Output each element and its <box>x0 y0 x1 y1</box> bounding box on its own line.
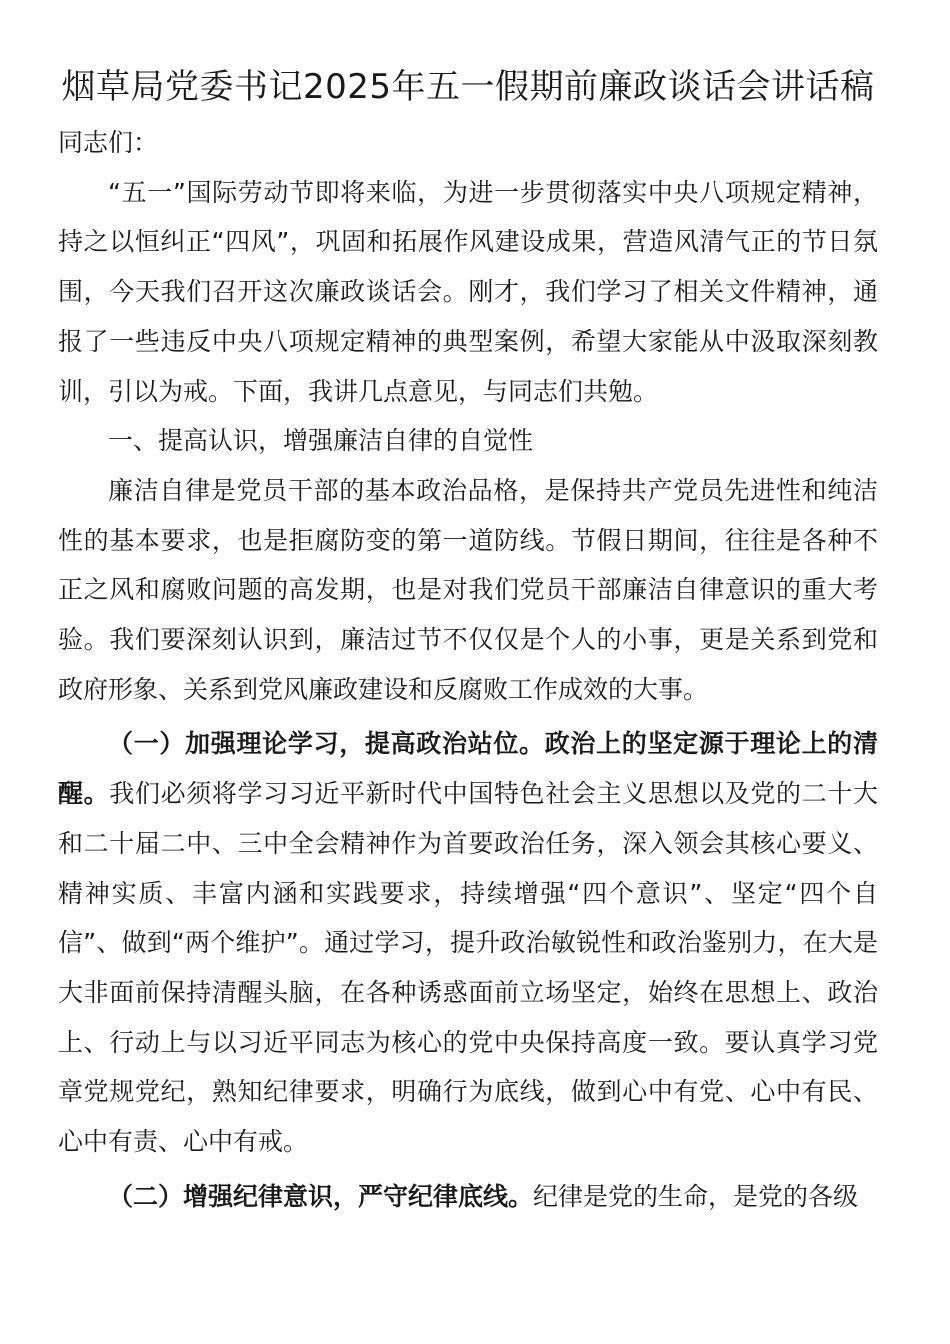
subsection-2-body: 纪律是党的生命，是党的各级 <box>533 1181 859 1211</box>
subsection-2-paragraph <box>58 1172 878 1222</box>
salutation: 同志们： <box>58 128 159 157</box>
section-1-paragraph: 廉洁自律是党员干部的基本政治品格，是保持共产党员先进性和纯洁性的基本要求，也是拒腐防变的第一道防线。节假日期间，往往是各种不正之风和腐败问题的高发期，也是对我们党员干部廉洁自律意识的重大考验。我们要深刻认识到，廉洁过节不仅仅是个人的小事，更是关系到党和政府形象、关系到党风廉政建设和反腐败工作成效的大事。 <box>58 475 878 704</box>
subsection-1-lead: （一）加强理论学习，提高政治站位。政治上的坚定源于理论上的清醒。 <box>58 729 878 809</box>
intro-paragraph: “五一”国际劳动节即将来临，为进一步贯彻落实中央八项规定精神，持之以恒纠正“四风”，巩固和拓展作风建设成果，营造风清气正的节日氛围，今天我们召开这次廉政谈话会。刚才，我们学习了相关文件精神，通报了一些违反中央八项规定精神的典型案例，希望大家能从中汲取深刻教训，引以为戒。下面，我讲几点意见，与同志们共勉。 <box>58 177 878 406</box>
subsection-2-lead: （二）增强纪律意识，严守纪律底线。 <box>108 1181 534 1211</box>
subsection-1-paragraph <box>58 719 878 1166</box>
document-page <box>58 62 878 1221</box>
section-1-heading: 一、提高认识，增强廉洁自律的自觉性 <box>108 426 534 456</box>
document-title: 烟草局党委书记2025年五一假期前廉政谈话会讲话稿 <box>61 67 875 107</box>
subsection-1-body: 我们必须将学习习近平新时代中国特色社会主义思想以及党的二十大和二十届二中、三中全会精神作为首要政治任务，深入领会其核心要义、精神实质、丰富内涵和实践要求，持续增强“四个意识”、坚定“四个自信”、做到“两个维护”。通过学习，提升政治敏锐性和政治鉴别力，在大是大非面前保持清醒头脑，在各种诱惑面前立场坚定，始终在思想上、政治上、行动上与以习近平同志为核心的党中央保持高度一致。要认真学习党章党规党纪，熟知纪律要求，明确行为底线，做到心中有党、心中有民、心中有责、心中有戒。 <box>58 779 878 1157</box>
